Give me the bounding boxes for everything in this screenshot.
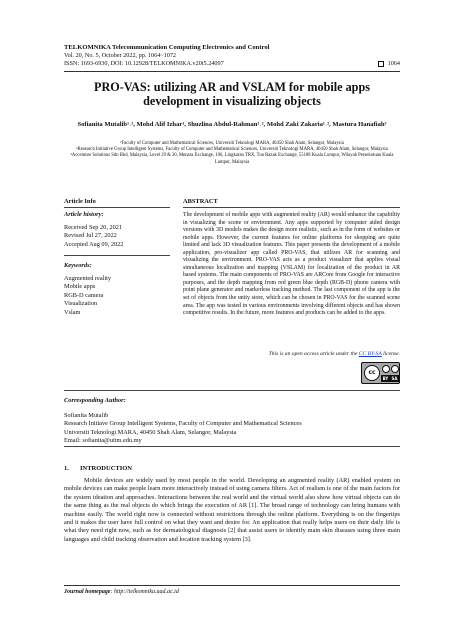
paper-title: PRO-VAS: utilizing AR and VSLAM for mobile apps development in visualizing objects [94,80,370,108]
section-heading [64,465,132,472]
license-label-bar [381,375,399,382]
corresponding-line: Email: sofianita@uitm.edu.my [64,437,142,445]
page-number-group [378,60,400,68]
divider [64,207,170,208]
section-number: 1. [64,465,69,472]
keywords [64,262,170,318]
keywords-heading: Keywords: [64,262,92,269]
keyword-item: Visualization [64,300,98,308]
footer-label: Journal homepage [64,589,111,595]
square-icon [378,61,384,67]
history-item: Accepted Aug 09, 2022 [64,240,124,248]
affiliations [64,141,400,166]
license-note [183,351,400,357]
divider [183,207,400,208]
license-link[interactable]: CC BY-SA [358,351,382,357]
cc-by-sa-badge[interactable] [361,362,400,384]
section-title: INTRODUCTION [80,465,133,472]
attribution-icon [382,365,390,373]
affiliation: ³Accenture Solutions Sdn Bhd, Malaysia, Level 29 & 30, Menara Exchange, 106, Lingkaran TRX, Tun Razak Exchange, 55188 Kuala Lumpur, Wilayah Persekutuan Kuala Lumpur, Malaysia [70,153,394,165]
author-list: Sofianita Mutalib¹˒², Mohd Alif Izhar¹, Shuzlina Abdul-Rahman¹˒², Mohd Zaki Zakaria¹˒², Mastura Hanafiah³ [77,121,387,128]
creative-commons-icon: cc [364,365,380,381]
keyword-item: Vslam [64,308,81,316]
corresponding-line: Universiti Teknologi MARA, 40450 Shah Alam, Selangor, Malaysia [64,428,237,436]
corresponding-author [64,397,400,446]
page-number: 1064 [387,60,400,67]
issn-row [64,60,400,68]
article-info-heading: Article Info [64,198,96,205]
corresponding-line: Sofianita Mutalib [64,411,109,419]
license-suffix: license. [381,351,400,357]
abstract-heading: ABSTRACT [183,198,218,205]
article-history [64,211,170,249]
history-item: Received Sep 20, 2021 [64,223,123,231]
header-rule [64,71,400,72]
keyword-item: Augmented reality [64,274,112,282]
license-prefix: This is an open access article under the [268,351,359,357]
divider [64,446,400,447]
corresponding-heading: Corresponding Author: [64,397,126,404]
sa-label: SA [391,376,398,381]
journal-name: TELKOMNIKA Telecommunication Computing Electronics and Control [64,44,270,51]
footer-url: : http://telkomnika.uad.ac.id [110,589,179,595]
history-heading: Article history: [64,211,104,218]
volume-line: Vol. 20, No. 5, October 2022, pp. 1064~1072 [64,52,177,59]
keyword-item: RGB-D camera [64,291,104,299]
affiliation: ²Research Initiative Group Intelligent Systems, Faculty of Computer and Mathematical Sciences, Universiti Teknologi MARA, 40450 Shah Alam, Selangor, Malaysia [76,147,388,153]
keyword-item: Mobile apps [64,283,96,291]
share-alike-icon [391,365,399,373]
abstract-body: The development of mobile apps with augmented reality (AR) would enhance the capability in visualizing the scene or environment. Any apps supported by computer aided design versions with 3D models makes the design more realistic, such as in the form of websites or mobile apps. However, the current features for online platforms for shopping are quite limited and lack 3D visualization features. This paper presents the development of a mobile application, pro-visualizer app called PRO-VAS, that utilizes AR for scanning and visualizing the environment. PRO-VAS acts as a product visualizer that applies visual simultaneous localization and mapping (VSLAM) for localization of the product in AR based systems. The main components of PRO-VAS are ARCore from Google for interactive purposes, and the depth mapping from red green blue depth (RGB-D) phone camera with point plane generator and markerless tracking method. The last component of the app is the set of objects from the unity store, which can be chosen in PRO-VAS for the scanned scene area. The app was tested in various environments involving different objects and has shown competitive results. In the future, more features and products can be added to the apps. [183,212,400,317]
by-label: BY [382,376,389,381]
divider [64,255,170,256]
introduction-body: Mobile devices are widely used by most people in the world. Developing an augmented reality (AR) enabled system on mobile devices can make people learn more interactively instead of using camera filters. Act of realism is one of the main factors for the system ideation and approaches. Interactions between the real world and the virtual world also show how virtual objects can do the same thing as the real objects do which brings the execution of AR [1]. The broad range of technology can bring humans with machine easily. The world right now is connected without restrictions through the online platform. Everything is on the fingertips and it makes the user have full control on what they want and desire for. An application that really helps users on their daily life is what they need right now, such as for dermatological diagnosis [2] that assist users to identify main skin diseases using three main languages and child tracking observation and location tracking system [3]. [64,477,400,543]
page-footer [64,585,400,595]
journal-header [64,44,400,68]
issn-doi: ISSN: 1693-6930, DOI: 10.12928/TELKOMNIKA.v20i5.24097 [64,60,224,67]
affiliation: ¹Faculty of Computer and Mathematical Sciences, Universiti Teknologi MARA, 40450 Shah Alam, Selangor, Malaysia [120,141,344,146]
corresponding-line: Research Initiave Group Intelligent Systems, Faculty of Computer and Mathematical Sciences [64,420,302,428]
history-item: Revised Jul 27, 2022 [64,232,117,240]
divider [64,390,400,391]
